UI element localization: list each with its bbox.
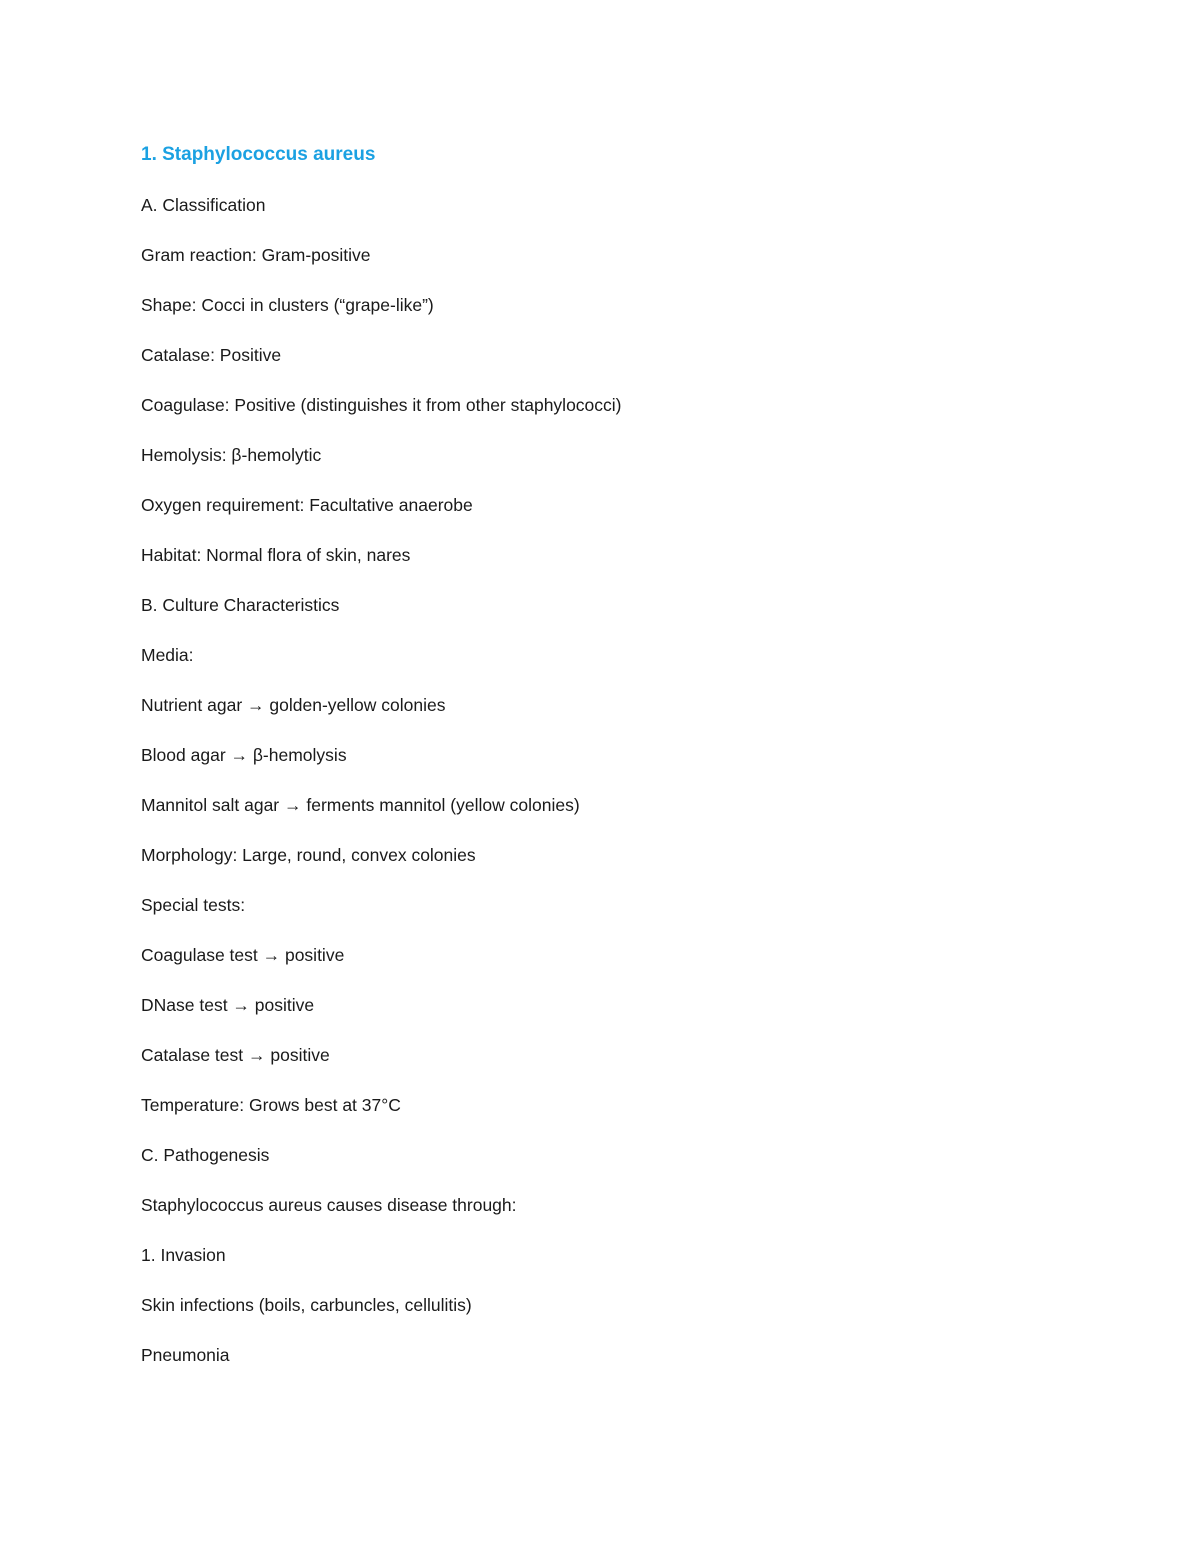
- text-line: Coagulase test → positive: [141, 945, 345, 965]
- text-line: Media:: [141, 645, 194, 665]
- subheading-classification: A. Classification: [141, 195, 266, 215]
- text-line: DNase test → positive: [141, 995, 315, 1015]
- text-line: Hemolysis: β-hemolytic: [141, 445, 322, 465]
- text-line: Temperature: Grows best at 37°C: [141, 1095, 401, 1115]
- text-line: Morphology: Large, round, convex colonies: [141, 845, 476, 865]
- subheading-pathogenesis: C. Pathogenesis: [141, 1145, 270, 1165]
- text-line: Oxygen requirement: Facultative anaerobe: [141, 495, 473, 515]
- text-line: Coagulase: Positive (distinguishes it from other staphylococci): [141, 395, 622, 415]
- text-line: Catalase test → positive: [141, 1045, 330, 1065]
- text-line: Nutrient agar → golden-yellow colonies: [141, 695, 446, 715]
- document-body: [141, 140, 1121, 1390]
- text-line: 1. Invasion: [141, 1245, 226, 1265]
- text-line: Catalase: Positive: [141, 345, 282, 365]
- text-line: Blood agar → β-hemolysis: [141, 745, 347, 765]
- text-line: Habitat: Normal flora of skin, nares: [141, 545, 411, 565]
- section-heading: 1. Staphylococcus aureus: [141, 144, 376, 165]
- text-line: Staphylococcus aureus causes disease through:: [141, 1195, 517, 1215]
- text-line: Mannitol salt agar → ferments mannitol (yellow colonies): [141, 795, 580, 815]
- text-line: Gram reaction: Gram-positive: [141, 245, 371, 265]
- text-line: Special tests:: [141, 895, 246, 915]
- text-line: Shape: Cocci in clusters (“grape-like”): [141, 295, 434, 315]
- subheading-culture: B. Culture Characteristics: [141, 595, 340, 615]
- text-line: Skin infections (boils, carbuncles, cellulitis): [141, 1295, 472, 1315]
- text-line: Pneumonia: [141, 1345, 230, 1365]
